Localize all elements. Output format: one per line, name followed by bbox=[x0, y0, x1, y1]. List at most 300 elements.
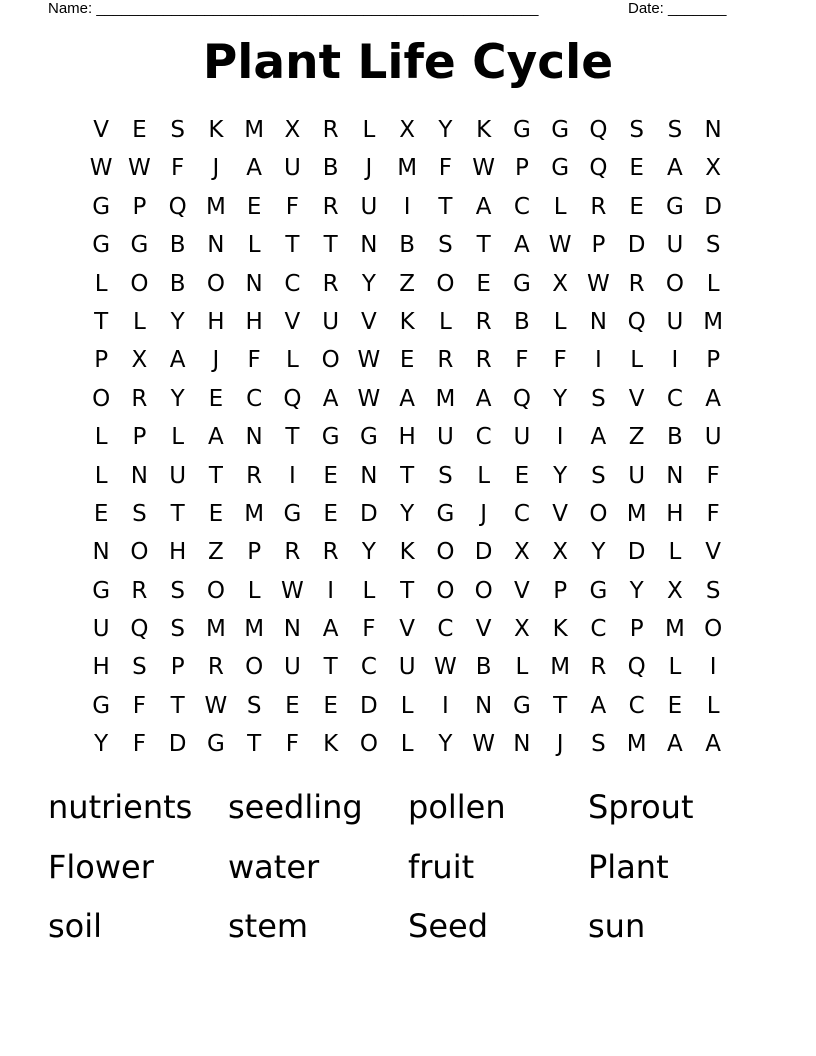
grid-letter: E bbox=[132, 117, 147, 143]
grid-letter: V bbox=[361, 308, 377, 335]
grid-letter: U bbox=[704, 424, 722, 451]
grid-letter: N bbox=[513, 731, 531, 758]
word-list-item: fruit bbox=[408, 847, 475, 886]
grid-letter: O bbox=[665, 270, 684, 297]
grid-row bbox=[82, 687, 732, 725]
grid-letter: Y bbox=[629, 577, 644, 604]
grid-letter: O bbox=[245, 654, 264, 681]
grid-letter: F bbox=[438, 155, 452, 182]
grid-letter: T bbox=[247, 731, 262, 758]
grid-letter: K bbox=[476, 117, 492, 143]
grid-letter: G bbox=[92, 232, 111, 259]
grid-letter: G bbox=[321, 424, 340, 451]
grid-letter: S bbox=[438, 462, 453, 489]
grid-letter: E bbox=[514, 462, 530, 489]
grid-letter: F bbox=[706, 462, 720, 489]
grid-letter: V bbox=[93, 117, 109, 143]
grid-letter: Y bbox=[438, 117, 453, 143]
grid-letter: E bbox=[246, 193, 262, 220]
grid-letter: L bbox=[94, 270, 108, 297]
grid-letter: G bbox=[92, 193, 111, 220]
grid-letter: M bbox=[397, 155, 418, 182]
grid-row bbox=[82, 303, 732, 341]
grid-letter: H bbox=[168, 539, 187, 566]
grid-letter: I bbox=[327, 577, 335, 604]
grid-letter: E bbox=[667, 692, 683, 719]
grid-letter: E bbox=[323, 500, 338, 527]
name-field-label: Name: _____________________________________________________ bbox=[48, 0, 539, 17]
grid-letter: S bbox=[170, 117, 185, 143]
grid-letter: X bbox=[131, 347, 148, 374]
grid-letter: Y bbox=[170, 385, 185, 412]
grid-letter: C bbox=[475, 424, 492, 451]
grid-letter: F bbox=[515, 347, 529, 374]
grid-letter: S bbox=[667, 117, 683, 143]
grid-letter: N bbox=[283, 616, 301, 643]
grid-letter: M bbox=[435, 385, 456, 412]
grid-letter: R bbox=[246, 462, 263, 489]
grid-letter: T bbox=[323, 232, 338, 259]
word-list-item: Sprout bbox=[588, 788, 694, 826]
grid-letter: L bbox=[400, 731, 414, 758]
grid-letter: C bbox=[666, 385, 683, 412]
grid-letter: U bbox=[92, 616, 110, 643]
grid-letter: W bbox=[281, 577, 304, 604]
grid-letter: R bbox=[590, 654, 607, 681]
word-list-item: nutrients bbox=[48, 788, 193, 826]
grid-row bbox=[82, 610, 732, 648]
grid-letter: L bbox=[706, 270, 720, 297]
grid-letter: E bbox=[93, 500, 109, 527]
grid-letter: B bbox=[475, 654, 492, 681]
grid-letter: F bbox=[362, 616, 376, 643]
grid-letter: B bbox=[399, 232, 416, 259]
grid-letter: R bbox=[628, 270, 645, 297]
word-list-item: soil bbox=[48, 907, 103, 945]
grid-letter: D bbox=[474, 539, 493, 566]
grid-letter: K bbox=[399, 308, 415, 335]
grid-letter: C bbox=[437, 616, 454, 643]
grid-letter: T bbox=[323, 654, 338, 681]
grid-letter: O bbox=[474, 577, 493, 604]
grid-letter: T bbox=[170, 692, 185, 719]
grid-letter: C bbox=[513, 500, 530, 527]
grid-letter: O bbox=[436, 577, 455, 604]
grid-row bbox=[82, 495, 732, 533]
grid-letter: E bbox=[323, 462, 338, 489]
grid-letter: Q bbox=[168, 193, 187, 220]
grid-letter: L bbox=[362, 117, 376, 143]
grid-row bbox=[82, 111, 732, 149]
grid-letter: Q bbox=[283, 385, 302, 412]
grid-letter: V bbox=[284, 308, 301, 335]
grid-letter: G bbox=[206, 731, 225, 758]
grid-row bbox=[82, 149, 732, 187]
grid-letter: V bbox=[552, 500, 568, 527]
grid-letter: K bbox=[208, 117, 224, 143]
grid-letter: T bbox=[208, 462, 223, 489]
grid-letter: A bbox=[590, 424, 607, 451]
grid-letter: A bbox=[667, 155, 683, 182]
grid-letter: W bbox=[434, 654, 457, 681]
grid-letter: W bbox=[204, 692, 228, 719]
grid-letter: Q bbox=[589, 117, 608, 143]
grid-letter: L bbox=[477, 462, 491, 489]
grid-letter: F bbox=[132, 692, 146, 719]
grid-letter: Q bbox=[130, 616, 149, 643]
word-list bbox=[48, 778, 768, 957]
grid-letter: F bbox=[553, 347, 567, 374]
grid-letter: I bbox=[594, 347, 602, 374]
grid-letter: R bbox=[131, 385, 148, 412]
grid-letter: E bbox=[208, 385, 224, 412]
grid-letter: G bbox=[551, 117, 570, 143]
grid-letter: Y bbox=[438, 731, 453, 758]
grid-letter: A bbox=[322, 616, 339, 643]
grid-letter: B bbox=[666, 424, 683, 451]
grid-letter: T bbox=[170, 500, 185, 527]
grid-letter: O bbox=[92, 385, 111, 412]
grid-letter: L bbox=[668, 654, 682, 681]
letter-grid bbox=[82, 111, 732, 764]
grid-letter: H bbox=[245, 308, 263, 335]
grid-row bbox=[82, 226, 732, 264]
grid-letter: C bbox=[360, 654, 377, 681]
grid-letter: N bbox=[245, 424, 263, 451]
grid-letter: A bbox=[705, 731, 721, 758]
grid-letter: P bbox=[132, 424, 147, 451]
grid-letter: G bbox=[512, 692, 531, 719]
grid-letter: Z bbox=[399, 270, 415, 297]
grid-letter: P bbox=[629, 616, 644, 643]
grid-letter: Y bbox=[553, 385, 568, 412]
grid-letter: J bbox=[212, 347, 220, 374]
grid-letter: G bbox=[512, 117, 531, 143]
grid-letter: S bbox=[705, 232, 721, 259]
grid-letter: A bbox=[169, 347, 186, 374]
grid-letter: L bbox=[132, 308, 146, 335]
grid-letter: X bbox=[284, 117, 301, 143]
grid-letter: A bbox=[475, 385, 492, 412]
grid-letter: Q bbox=[627, 308, 646, 335]
grid-letter: K bbox=[323, 731, 339, 758]
grid-letter: A bbox=[399, 385, 415, 412]
grid-row bbox=[82, 457, 732, 495]
grid-letter: M bbox=[550, 654, 571, 681]
grid-letter: Y bbox=[170, 308, 185, 335]
grid-letter: M bbox=[664, 616, 685, 643]
grid-letter: H bbox=[398, 424, 416, 451]
grid-letter: U bbox=[283, 654, 301, 681]
grid-letter: G bbox=[92, 577, 111, 604]
grid-letter: W bbox=[472, 155, 495, 182]
grid-letter: A bbox=[475, 193, 492, 220]
grid-letter: T bbox=[476, 232, 491, 259]
grid-letter: U bbox=[398, 654, 416, 681]
grid-letter: N bbox=[130, 462, 148, 489]
grid-letter: L bbox=[630, 347, 644, 374]
grid-letter: N bbox=[92, 539, 110, 566]
grid-letter: S bbox=[591, 385, 606, 412]
grid-letter: U bbox=[513, 424, 531, 451]
grid-letter: O bbox=[206, 270, 225, 297]
grid-letter: I bbox=[288, 462, 296, 489]
grid-letter: S bbox=[246, 692, 262, 719]
grid-letter: E bbox=[323, 692, 338, 719]
grid-letter: Y bbox=[591, 539, 606, 566]
grid-letter: R bbox=[131, 577, 148, 604]
grid-letter: X bbox=[666, 577, 683, 604]
grid-letter: Q bbox=[589, 155, 608, 182]
grid-letter: I bbox=[671, 347, 679, 374]
grid-letter: E bbox=[629, 155, 644, 182]
grid-letter: R bbox=[322, 193, 339, 220]
grid-letter: G bbox=[359, 424, 378, 451]
grid-letter: X bbox=[513, 616, 530, 643]
worksheet-header bbox=[48, 0, 748, 20]
grid-letter: S bbox=[705, 577, 721, 604]
grid-row bbox=[82, 188, 732, 226]
grid-letter: U bbox=[283, 155, 301, 182]
grid-letter: V bbox=[705, 539, 721, 566]
grid-letter: N bbox=[589, 308, 607, 335]
grid-letter: F bbox=[132, 731, 146, 758]
grid-letter: L bbox=[94, 462, 108, 489]
grid-letter: D bbox=[627, 232, 646, 259]
grid-letter: P bbox=[553, 577, 568, 604]
grid-row bbox=[82, 418, 732, 456]
word-list-item: pollen bbox=[408, 788, 506, 826]
grid-letter: D bbox=[360, 500, 378, 527]
grid-letter: S bbox=[591, 462, 606, 489]
grid-letter: H bbox=[666, 500, 684, 527]
grid-letter: J bbox=[212, 155, 220, 182]
grid-letter: M bbox=[244, 117, 265, 143]
grid-letter: O bbox=[436, 270, 455, 297]
grid-letter: R bbox=[475, 308, 492, 335]
grid-letter: R bbox=[475, 347, 492, 374]
grid-letter: X bbox=[552, 539, 568, 566]
grid-letter: T bbox=[400, 577, 415, 604]
grid-letter: S bbox=[132, 654, 147, 681]
grid-letter: A bbox=[514, 232, 530, 259]
grid-letter: V bbox=[399, 616, 415, 643]
grid-letter: U bbox=[666, 232, 684, 259]
grid-letter: F bbox=[285, 193, 299, 220]
grid-letter: A bbox=[246, 155, 262, 182]
grid-letter: M bbox=[205, 616, 226, 643]
grid-letter: Z bbox=[207, 539, 224, 566]
grid-letter: E bbox=[476, 270, 491, 297]
grid-letter: R bbox=[437, 347, 454, 374]
grid-letter: O bbox=[130, 270, 149, 297]
grid-letter: S bbox=[629, 117, 644, 143]
grid-row bbox=[82, 572, 732, 610]
grid-letter: U bbox=[666, 308, 684, 335]
grid-letter: X bbox=[513, 539, 530, 566]
grid-letter: W bbox=[472, 731, 495, 758]
grid-letter: Y bbox=[400, 500, 415, 527]
grid-letter: X bbox=[552, 270, 568, 297]
grid-letter: N bbox=[360, 232, 378, 259]
grid-letter: G bbox=[512, 270, 531, 297]
grid-letter: Y bbox=[553, 462, 568, 489]
grid-letter: C bbox=[246, 385, 263, 412]
grid-letter: W bbox=[128, 155, 151, 182]
grid-letter: U bbox=[436, 424, 454, 451]
grid-row bbox=[82, 341, 732, 379]
grid-row bbox=[82, 725, 732, 763]
grid-letter: L bbox=[247, 577, 261, 604]
grid-letter: N bbox=[475, 692, 493, 719]
grid-letter: P bbox=[247, 539, 262, 566]
grid-letter: L bbox=[706, 692, 720, 719]
grid-letter: O bbox=[130, 539, 149, 566]
grid-row bbox=[82, 380, 732, 418]
grid-row bbox=[82, 265, 732, 303]
grid-letter: J bbox=[480, 500, 488, 527]
grid-letter: V bbox=[514, 577, 530, 604]
grid-letter: H bbox=[207, 308, 225, 335]
grid-letter: B bbox=[322, 155, 339, 182]
grid-letter: G bbox=[665, 193, 684, 220]
word-list-item: sun bbox=[588, 907, 646, 945]
grid-letter: V bbox=[475, 616, 492, 643]
grid-letter: B bbox=[169, 232, 186, 259]
grid-letter: M bbox=[626, 500, 647, 527]
grid-letter: J bbox=[365, 155, 373, 182]
grid-letter: L bbox=[438, 308, 452, 335]
grid-letter: W bbox=[587, 270, 610, 297]
grid-letter: Y bbox=[361, 539, 376, 566]
grid-letter: T bbox=[285, 424, 300, 451]
grid-letter: S bbox=[170, 616, 185, 643]
word-list-item: seedling bbox=[228, 788, 363, 826]
grid-letter: M bbox=[244, 500, 265, 527]
grid-letter: Y bbox=[361, 270, 376, 297]
grid-letter: Y bbox=[94, 731, 109, 758]
grid-letter: D bbox=[627, 539, 646, 566]
grid-letter: G bbox=[551, 155, 570, 182]
grid-letter: U bbox=[360, 193, 378, 220]
grid-letter: F bbox=[247, 347, 261, 374]
grid-letter: O bbox=[359, 731, 378, 758]
grid-letter: R bbox=[322, 117, 339, 143]
grid-letter: L bbox=[94, 424, 108, 451]
grid-letter: T bbox=[438, 193, 453, 220]
grid-letter: A bbox=[705, 385, 721, 412]
grid-letter: U bbox=[322, 308, 340, 335]
grid-letter: R bbox=[207, 654, 224, 681]
grid-letter: L bbox=[247, 232, 261, 259]
grid-letter: G bbox=[92, 692, 111, 719]
grid-letter: M bbox=[205, 193, 226, 220]
grid-letter: D bbox=[168, 731, 187, 758]
grid-letter: A bbox=[667, 731, 683, 758]
word-list-item: Plant bbox=[588, 847, 669, 886]
grid-letter: Z bbox=[628, 424, 645, 451]
grid-letter: L bbox=[285, 347, 299, 374]
grid-letter: X bbox=[705, 155, 721, 182]
grid-letter: A bbox=[590, 692, 607, 719]
grid-letter: P bbox=[94, 347, 109, 374]
grid-letter: L bbox=[553, 308, 567, 335]
grid-letter: E bbox=[629, 193, 644, 220]
grid-letter: S bbox=[170, 577, 185, 604]
grid-letter: J bbox=[556, 731, 564, 758]
grid-letter: P bbox=[591, 232, 606, 259]
grid-row bbox=[82, 533, 732, 571]
grid-letter: T bbox=[94, 308, 109, 335]
word-list-item: stem bbox=[228, 907, 309, 945]
grid-letter: L bbox=[400, 692, 414, 719]
grid-letter: P bbox=[706, 347, 721, 374]
grid-letter: W bbox=[357, 347, 381, 374]
grid-letter: L bbox=[171, 424, 185, 451]
grid-letter: E bbox=[208, 500, 224, 527]
grid-letter: O bbox=[436, 539, 455, 566]
grid-letter: E bbox=[399, 347, 415, 374]
grid-letter: K bbox=[552, 616, 568, 643]
grid-letter: N bbox=[704, 117, 722, 143]
grid-letter: T bbox=[400, 462, 415, 489]
grid-letter: C bbox=[284, 270, 301, 297]
grid-letter: C bbox=[628, 692, 645, 719]
grid-letter: Q bbox=[512, 385, 531, 412]
grid-letter: L bbox=[362, 577, 376, 604]
grid-letter: N bbox=[360, 462, 378, 489]
grid-letter: R bbox=[590, 193, 607, 220]
grid-letter: D bbox=[360, 692, 378, 719]
grid-letter: O bbox=[589, 500, 608, 527]
word-list-item: water bbox=[228, 847, 320, 886]
grid-letter: L bbox=[515, 654, 529, 681]
grid-letter: N bbox=[666, 462, 684, 489]
grid-letter: U bbox=[169, 462, 187, 489]
grid-letter: U bbox=[628, 462, 646, 489]
grid-letter: E bbox=[285, 692, 300, 719]
grid-letter: C bbox=[590, 616, 607, 643]
grid-letter: A bbox=[208, 424, 224, 451]
grid-letter: I bbox=[556, 424, 564, 451]
grid-letter: O bbox=[206, 577, 225, 604]
grid-letter: W bbox=[548, 232, 572, 259]
grid-letter: M bbox=[703, 308, 724, 335]
grid-letter: I bbox=[403, 193, 411, 220]
grid-letter: N bbox=[245, 270, 263, 297]
grid-letter: V bbox=[628, 385, 645, 412]
grid-letter: C bbox=[513, 193, 530, 220]
grid-letter: Q bbox=[627, 654, 646, 681]
page-title: Plant Life Cycle bbox=[202, 35, 614, 90]
word-list-item: Seed bbox=[408, 907, 488, 945]
grid-letter: R bbox=[322, 539, 339, 566]
grid-letter: K bbox=[399, 539, 415, 566]
grid-letter: P bbox=[514, 155, 529, 182]
grid-letter: I bbox=[709, 654, 717, 681]
grid-row bbox=[82, 648, 732, 686]
grid-letter: S bbox=[132, 500, 147, 527]
grid-letter: F bbox=[285, 731, 299, 758]
grid-letter: R bbox=[322, 270, 339, 297]
grid-letter: N bbox=[207, 232, 225, 259]
date-field-label: Date: _______ bbox=[628, 0, 727, 17]
grid-letter: W bbox=[89, 155, 113, 182]
grid-letter: T bbox=[553, 692, 568, 719]
grid-letter: X bbox=[399, 117, 415, 143]
grid-letter: O bbox=[704, 616, 723, 643]
grid-letter: L bbox=[668, 539, 682, 566]
